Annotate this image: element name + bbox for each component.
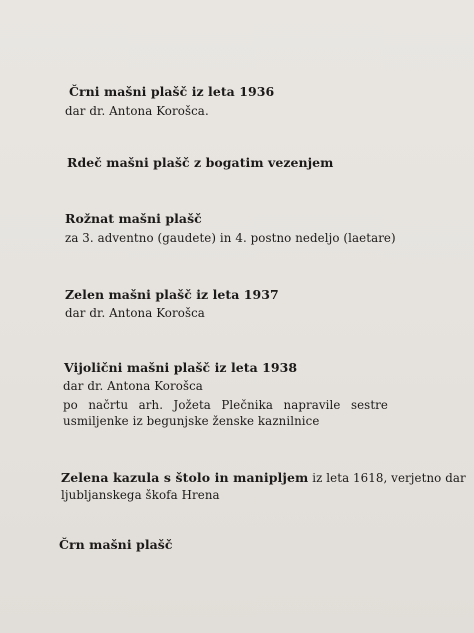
entry-title: Rožnat mašni plašč (65, 211, 202, 226)
entry-title: Črn mašni plašč (59, 537, 173, 552)
entry-violet-cope-1938 (0, 360, 474, 429)
entry-green-chasuble-1618 (0, 470, 474, 503)
entry-title: Rdeč mašni plašč z bogatim vezenjem (67, 155, 334, 170)
entry-title: Črni mašni plašč iz leta 1936 (69, 84, 275, 99)
entry-title-line (0, 470, 474, 486)
entry-description: po načrtu arh. Jožeta Plečnika napravile sestre usmiljenke iz begunjske ženske kaznilnice (63, 398, 388, 428)
entry-title: Zelen mašni plašč iz leta 1937 (65, 287, 279, 302)
entry-title: Zelena kazula s štolo in manipljem (61, 470, 309, 485)
entry-description: dar dr. Antona Korošca. (65, 104, 209, 118)
entry-pink-cope (0, 211, 474, 246)
entry-title-suffix: iz leta 1618, verjetno dar (308, 471, 466, 485)
entry-description: dar dr. Antona Korošca (63, 379, 203, 393)
entry-green-cope-1937 (0, 287, 474, 321)
entry-description: dar dr. Antona Korošca (65, 306, 205, 320)
entry-black-cope (0, 537, 474, 553)
entry-description: ljubljanskega škofa Hrena (61, 488, 220, 502)
entry-red-cope (0, 155, 474, 171)
entry-title: Vijolični mašni plašč iz leta 1938 (64, 360, 298, 375)
entry-black-cope-1936 (0, 84, 474, 119)
entry-description: za 3. adventno (gaudete) in 4. postno nedeljo (laetare) (65, 231, 396, 245)
